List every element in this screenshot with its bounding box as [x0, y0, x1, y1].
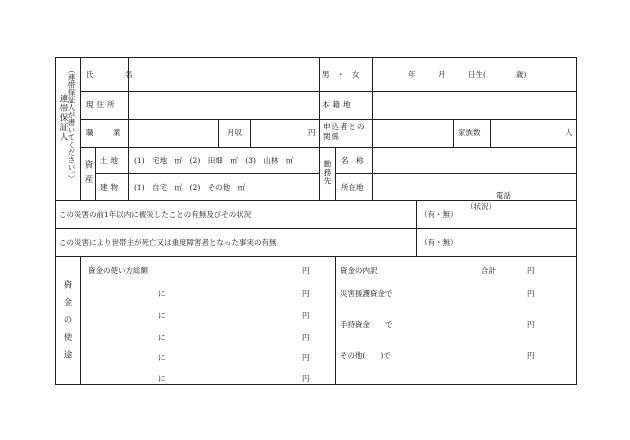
death-disability-answer[interactable]: （有・無）	[420, 238, 458, 247]
building-items: (1) 自宅 ㎡ (2) その他 ㎡	[134, 183, 246, 192]
answer-divider	[416, 200, 417, 256]
assets-label-divider	[95, 147, 96, 200]
usage-line-2-yen: 円	[302, 311, 310, 320]
income-divider-right	[250, 119, 251, 147]
people-unit: 人	[565, 128, 573, 137]
funds-usage-section-label: 資金の使途	[62, 280, 72, 368]
assets-label: 資産	[83, 160, 93, 189]
income-divider-left	[218, 119, 219, 147]
monthly-income-label: 月収	[227, 128, 242, 137]
workplace-label: 勤務先	[323, 160, 332, 186]
usage-line-1-ni: に	[158, 289, 166, 298]
previous-disaster-status-label: （状況）	[466, 202, 496, 211]
land-label: 土地	[100, 156, 121, 165]
land-items: (1) 宅地 ㎡ (2) 田畑 ㎡ (3) 山林 ㎡	[134, 156, 294, 165]
previous-disaster-question: この災害の前1年以内に被災したことの有無及びその状況	[59, 210, 252, 219]
relief-fund-yen: 円	[527, 289, 535, 298]
own-fund-yen: 円	[527, 320, 535, 329]
usage-line-3-ni: に	[158, 333, 166, 342]
income-yen-unit: 円	[308, 128, 316, 137]
family-count-label: 家族数	[458, 128, 481, 137]
breakdown-total-label: 合計	[481, 266, 496, 275]
usage-line-4-ni: に	[158, 353, 166, 362]
workplace-name-label: 名 称	[341, 156, 364, 165]
previous-disaster-answer[interactable]: （有・無）	[420, 210, 458, 219]
death-disability-question: この災害により世帯主が死亡又は重度障害者となった事実の有無	[59, 238, 277, 247]
rule-after-occupation	[80, 147, 576, 148]
usage-total-label: 資金の使い方総額	[88, 266, 148, 275]
funds-center-divider	[335, 256, 336, 384]
center-divider	[319, 57, 320, 200]
relief-fund-label: 災害援護資金で	[340, 289, 393, 298]
gender-field[interactable]: 男 ・ 女	[322, 70, 360, 79]
border-top	[55, 57, 576, 58]
rule-after-address	[80, 119, 576, 120]
border-bottom	[55, 384, 576, 385]
family-divider-right	[490, 119, 491, 147]
assets-type-divider	[128, 147, 129, 200]
rule-after-q2	[55, 256, 576, 257]
workplace-label-divider	[335, 147, 336, 200]
building-label: 建物	[100, 183, 121, 192]
relation-label: 申込者との関係	[323, 122, 366, 141]
own-fund-label: 手持資金 で	[340, 320, 393, 329]
usage-line-3-yen: 円	[302, 333, 310, 342]
address-label: 現住所	[86, 100, 118, 109]
fund-breakdown-label: 資金の内訳	[340, 266, 378, 275]
guarantor-section-label: 連帯保証人	[58, 94, 68, 142]
name-label: 氏 名	[86, 70, 145, 79]
other-fund-yen: 円	[527, 351, 535, 360]
funds-label-divider	[80, 256, 81, 384]
phone-label: 電話	[496, 191, 511, 200]
rule-after-name	[80, 91, 576, 92]
right-label-divider	[372, 57, 373, 200]
occupation-label: 職 業	[86, 128, 127, 137]
usage-line-1-yen: 円	[302, 289, 310, 298]
usage-total-yen: 円	[302, 266, 310, 275]
usage-line-4-yen: 円	[302, 353, 310, 362]
guarantor-label-divider	[80, 57, 81, 200]
family-divider-left	[453, 119, 454, 147]
usage-line-2-ni: に	[158, 311, 166, 320]
border-left	[55, 57, 56, 385]
rule-after-guarantor	[55, 200, 576, 201]
other-fund-label: その他( )で	[340, 351, 391, 360]
border-right	[576, 57, 577, 385]
workplace-location-label: 所在地	[341, 183, 364, 192]
rule-after-q1	[55, 228, 576, 229]
guarantor-section-note: （連帯保証人が書いてください。）	[67, 66, 76, 183]
birth-date-field[interactable]: 年 月 日生( 歳)	[408, 70, 527, 79]
usage-line-5-ni: に	[158, 374, 166, 383]
breakdown-total-yen: 円	[527, 266, 535, 275]
domicile-label: 本籍地	[322, 100, 354, 109]
usage-line-5-yen: 円	[302, 374, 310, 383]
